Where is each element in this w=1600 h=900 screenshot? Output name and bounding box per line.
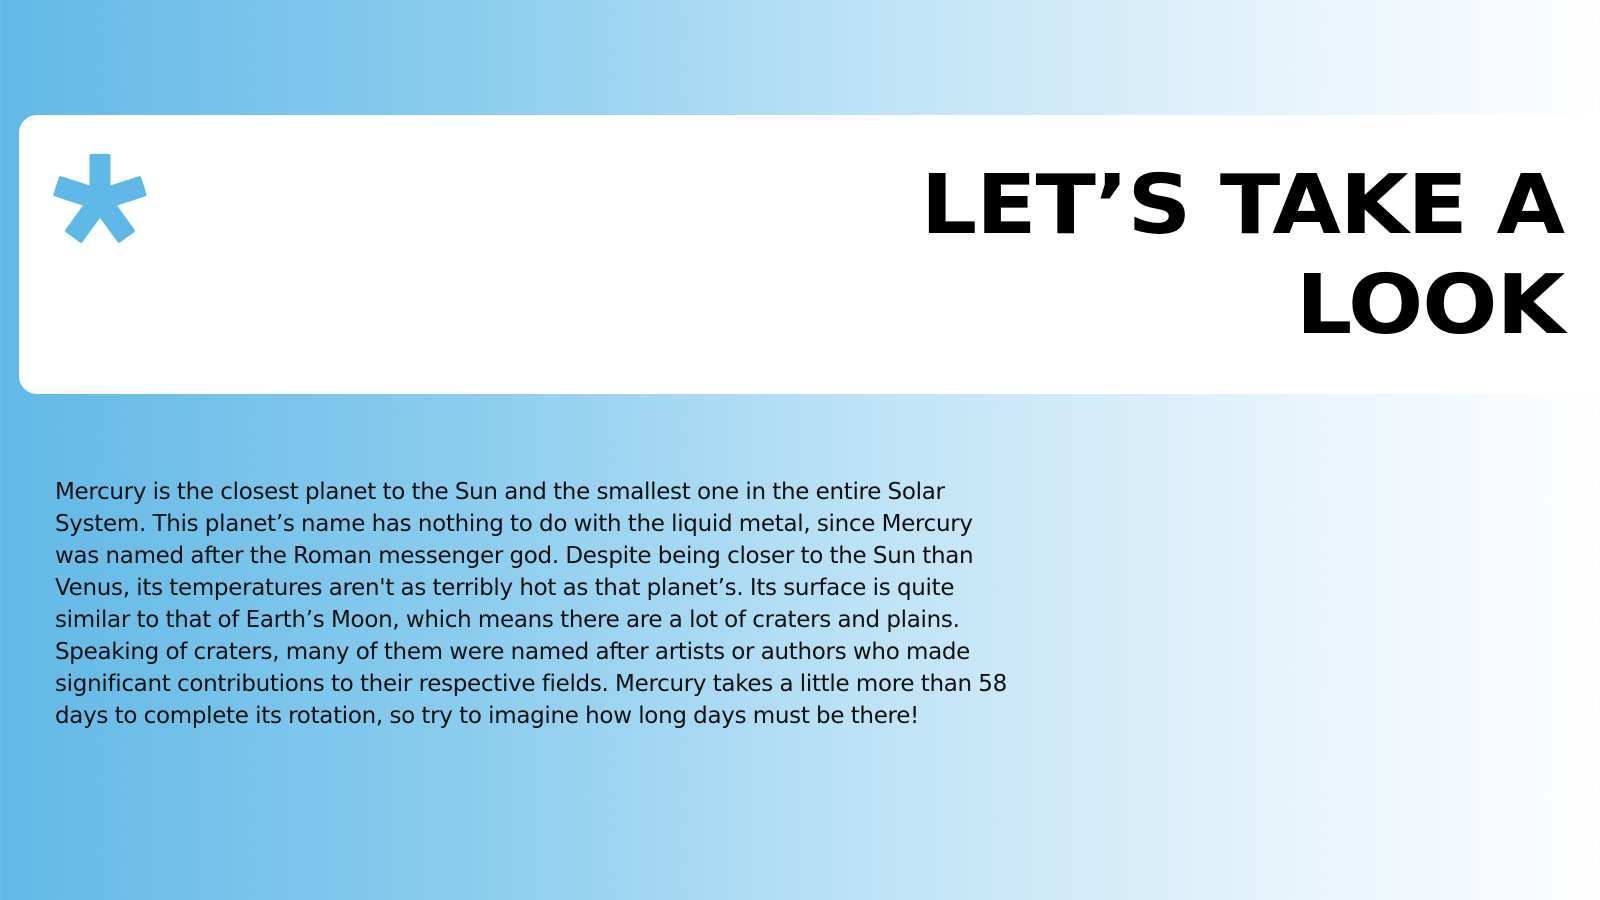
- slide-title: LET’S TAKE A LOOK: [920, 158, 1564, 353]
- body-paragraph: Mercury is the closest planet to the Sun and the smallest one in the entire Solar System. This planet’s name has nothing to do with the liquid metal, since Mercury was named after the Roman messenger god. Despite being closer to the Sun than Venus, its temperatures aren't as terribly hot as that planet’s. Its surface is quite similar to that of Earth’s Moon, which means there are a lot of craters and plains. Speaking of craters, many of them were named after artists or authors who made significant contributions to their respective fields. Mercury takes a little more than 58 days to complete its rotation, so try to imagine how long days must be there!: [55, 479, 1007, 729]
- asterisk-icon: [52, 152, 148, 248]
